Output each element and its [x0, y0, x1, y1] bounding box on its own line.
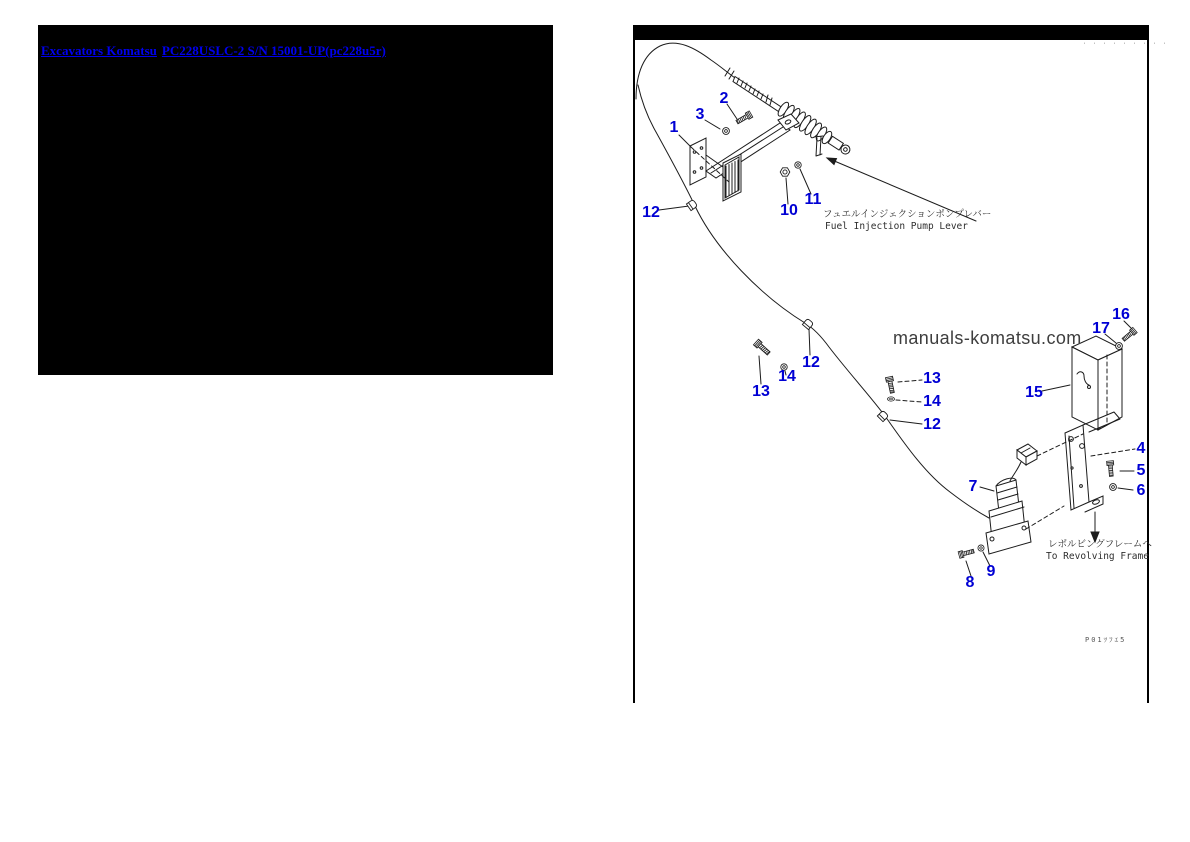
part-callout-8: 8 [965, 574, 975, 591]
part-callout-6: 6 [1136, 482, 1146, 499]
watermark: manuals-komatsu.com [893, 328, 1082, 348]
cover-box [1072, 336, 1122, 430]
part-callout-3: 3 [695, 106, 705, 123]
part-callout-12: 12 [642, 204, 660, 221]
part-callout-16: 16 [1112, 306, 1130, 323]
image-placeholder-banner [38, 25, 553, 375]
sheet-top-marks: · · · · · · · · · [1083, 41, 1169, 47]
diagram-drawing [633, 25, 1149, 705]
sheet-corner-code: P01ﾂﾌｴ5 [1085, 636, 1127, 644]
part-callout-9: 9 [986, 563, 996, 580]
mounting-bracket [690, 114, 799, 201]
fuel-lever-label-en: Fuel Injection Pump Lever [825, 221, 968, 232]
parts-diagram [633, 25, 1169, 705]
part-callout-1: 1 [669, 119, 679, 136]
fuel-lever-label-jp: フュエルインジェクションポンプレバー [823, 209, 992, 220]
part-callout-7: 7 [968, 478, 978, 495]
revolving-frame-label-jp: レボルビングフレームへ [1048, 539, 1152, 550]
part-callout-5: 5 [1136, 462, 1146, 479]
model-serial-link[interactable]: PC228USLC-2 S/N 15001-UP(pc228u5r) [161, 43, 386, 58]
part-callout-2: 2 [719, 90, 729, 107]
part-callout-14: 14 [778, 368, 796, 385]
part-callout-4: 4 [1136, 440, 1146, 457]
fuel-lever-annotation [823, 209, 991, 233]
threaded-rod [733, 77, 782, 113]
revolving-frame-label-en: To Revolving Frame [1046, 551, 1149, 562]
excavators-komatsu-link[interactable]: Excavators Komatsu [41, 43, 157, 58]
part-callout-17: 17 [1092, 320, 1110, 337]
part-callout-13: 13 [923, 370, 941, 387]
breadcrumb [38, 25, 553, 58]
revolving-frame-arrow [1091, 512, 1099, 542]
revolving-frame-annotation [1044, 539, 1152, 563]
part-callout-14: 14 [923, 393, 941, 410]
part-callout-13: 13 [752, 383, 770, 400]
part-callout-12: 12 [802, 354, 820, 371]
part-callout-12: 12 [923, 416, 941, 433]
part-callout-11: 11 [804, 191, 822, 208]
part-callout-15: 15 [1025, 384, 1043, 401]
part-callout-10: 10 [780, 202, 798, 219]
governor-motor [986, 444, 1037, 554]
